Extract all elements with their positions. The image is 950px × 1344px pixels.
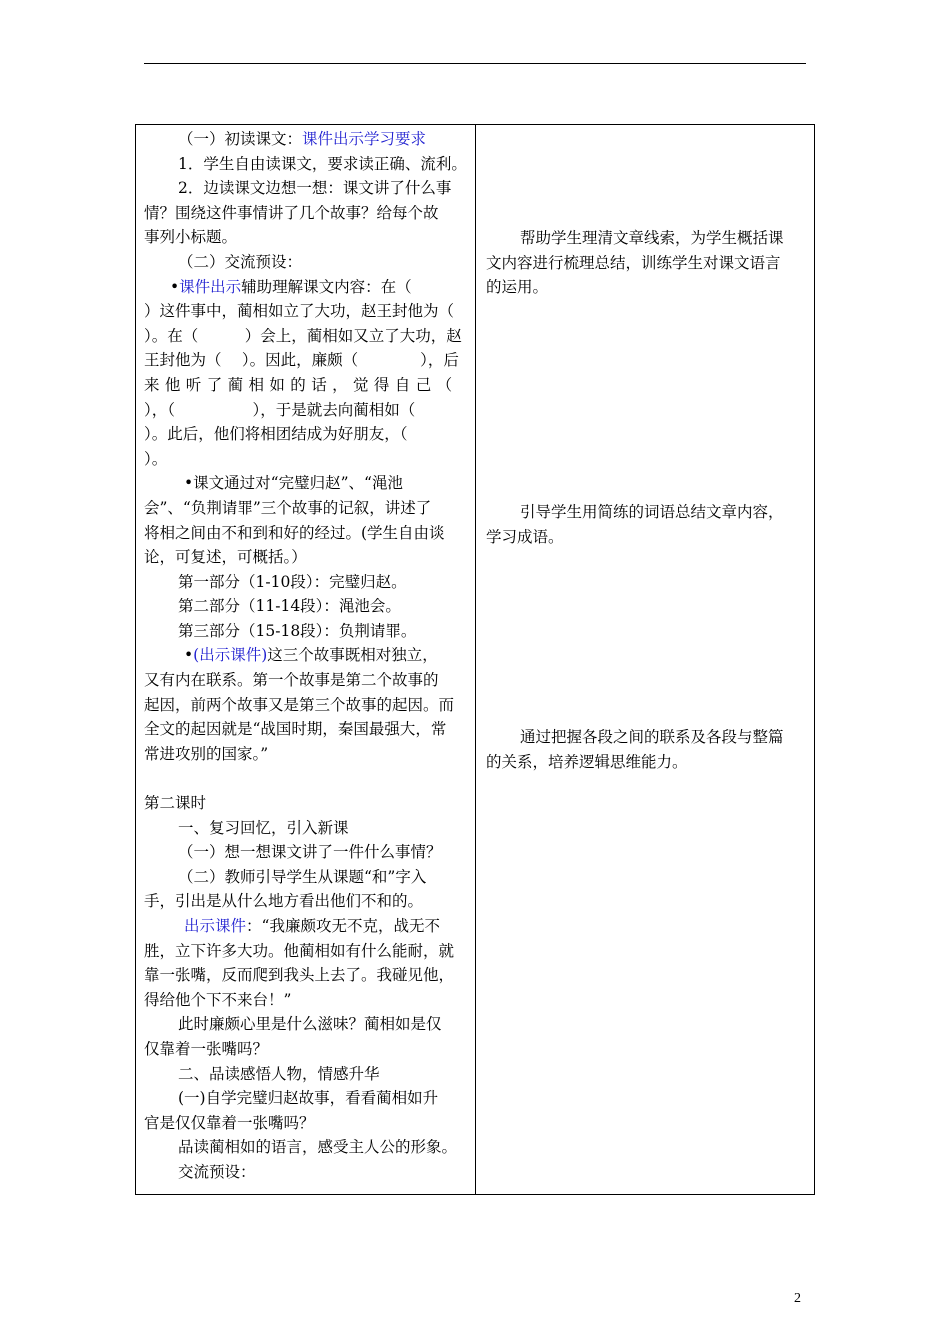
bullet: • xyxy=(184,646,194,665)
text-line: （一）想一想课文讲了一件什么事情？ xyxy=(178,843,442,862)
text-line: 官是仅仅靠着一张嘴吗？ xyxy=(144,1113,315,1132)
text-line: 论，可复述，可概括。） xyxy=(144,548,307,567)
text-line: 情？围绕这件事情讲了几个故事？给每个故 xyxy=(144,203,439,222)
intent-note-2 xyxy=(486,500,808,549)
courseware-link: 课件出示学习要求 xyxy=(302,130,427,148)
intent-note-3 xyxy=(486,725,808,774)
blank-line xyxy=(144,766,468,791)
text-line: 胜，立下许多大功。他蔺相如有什么能耐，就 xyxy=(144,941,455,960)
text-line: 的运用。 xyxy=(486,278,549,297)
text-line: ），（ ），于是就去向蔺相如（ xyxy=(144,400,416,419)
text-line: 通过把握各段之间的联系及各段与整篇 xyxy=(520,728,784,746)
intent-note-1 xyxy=(486,226,808,300)
lesson-table xyxy=(135,124,815,1195)
text-line: 全文的起因就是“战国时期，秦国最强大，常 xyxy=(144,720,447,739)
text-line: 文内容进行梳理总结，训练学生对课文语言 xyxy=(486,253,781,272)
text-line: 王封他为（ ）。因此，廉颇（ ），后 xyxy=(144,351,459,370)
text-line: 仅靠着一张嘴吗？ xyxy=(144,1039,269,1058)
text-line: 来他听了蔺相如的话，觉得自己（ xyxy=(144,375,458,394)
text-line: 此时廉颇心里是什么滋味？蔺相如是仅 xyxy=(178,1015,442,1034)
text-line: 事列小标题。 xyxy=(144,228,238,247)
column-divider xyxy=(475,125,476,1194)
bullet: • xyxy=(170,277,180,296)
text-line: (一)自学完璧归赵故事，看看蔺相如升 xyxy=(178,1089,439,1108)
section-heading: 第二课时 xyxy=(144,794,207,813)
text-line: •课文通过对“完璧归赵”、“渑池 xyxy=(184,474,403,493)
text-line: 引导学生用简练的词语总结文章内容， xyxy=(520,503,784,521)
text-line: 将相之间由不和到和好的经过。(学生自由谈 xyxy=(144,523,445,542)
text-line: 得给他个下不来台！” xyxy=(144,990,292,1009)
courseware-link: 课件出示 xyxy=(179,277,242,296)
text-line: 帮助学生理清文章线索，为学生概括课 xyxy=(520,229,784,247)
text-line: 起因，前两个故事又是第三个故事的起因。而 xyxy=(144,695,455,714)
text-line: 品读蔺相如的语言，感受主人公的形象。 xyxy=(178,1138,458,1157)
text-line: 2．边读课文边想一想：课文讲了什么事 xyxy=(178,179,452,198)
teaching-process-column xyxy=(144,127,468,1185)
text-line: 第二部分（11-14段）：渑池会。 xyxy=(178,597,401,616)
header-rule xyxy=(144,63,806,64)
text-line: 第三部分（15-18段）：负荆请罪。 xyxy=(178,621,417,640)
text-line: 第一部分（1-10段）：完璧归赵。 xyxy=(178,572,407,591)
text-line: ）。此后，他们将相团结成为好朋友，（ xyxy=(144,425,408,444)
text-line: ）。在（ ）会上，蔺相如又立了大功，赵 xyxy=(144,326,462,345)
text-line: 会”、“负荆请罪”三个故事的记叙，讲述了 xyxy=(144,498,432,517)
text-line: •课件出示辅助理解课文内容：在（ xyxy=(170,277,412,296)
text-line: 靠一张嘴，反而爬到我头上去了。我碰见他， xyxy=(144,966,455,985)
text-line: 学习成语。 xyxy=(486,527,564,546)
text-line: （一）初读课文：课件出示学习要求 xyxy=(178,130,427,148)
text-line: 出示课件：“我廉颇攻无不克，战无不 xyxy=(184,917,440,935)
text-line: 的关系，培养逻辑思维能力。 xyxy=(486,752,688,771)
text-line: 常进攻别的国家。” xyxy=(144,744,269,763)
text-line: 又有内在联系。第一个故事是第二个故事的 xyxy=(144,671,439,690)
courseware-link: 出示课件 xyxy=(184,917,247,935)
text-line: 1．学生自由读课文，要求读正确、流利。 xyxy=(178,154,467,173)
text-line: 手，引出是从什么地方看出他们不和的。 xyxy=(144,892,424,911)
text-line: ）这件事中，蔺相如立了大功，赵王封他为（ xyxy=(144,302,455,321)
page-number: 2 xyxy=(794,1291,801,1306)
courseware-link: (出示课件) xyxy=(193,646,268,665)
text-line: 二、品读感悟人物，情感升华 xyxy=(178,1064,380,1083)
text-line: 交流预设： xyxy=(178,1162,256,1181)
text-line: （二）交流预设： xyxy=(178,252,303,271)
text-line: 一、复习回忆，引入新课 xyxy=(178,818,349,837)
text-line: •(出示课件)这三个故事既相对独立， xyxy=(184,646,438,665)
text-line: （二）教师引导学生从课题“和”字入 xyxy=(178,867,427,886)
text-line: ）。 xyxy=(144,449,168,468)
